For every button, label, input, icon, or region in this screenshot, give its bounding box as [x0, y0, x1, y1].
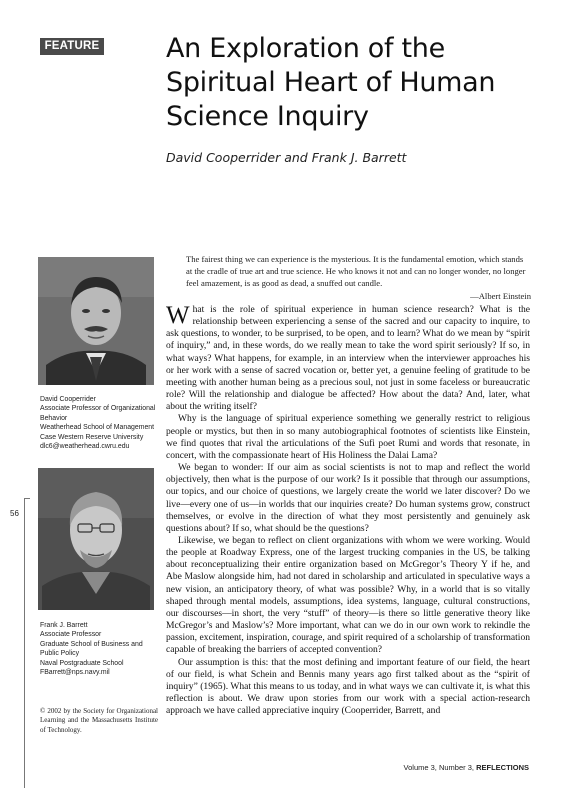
drop-cap: W: [166, 302, 190, 329]
article-body: [166, 304, 530, 717]
author-email[interactable]: FBarrett@nps.navy.mil: [40, 669, 110, 677]
paragraph-text: hat is the role of spiritual experience in human science research? What is the relationship between experiencing a sense of the sacred and our capacity to inquire, to ask questions, to wonder, to be surprised, to be open, and to learn? What do we mean by “spirit of inquiry,” and, in these words, do we really mean to take the word spirit seriously? If so, in what ways? What happens, for example, in an interview when the interviewer approaches his or her work with a sense of sacred vocation or, better yet, a genuine feeling of gratitude to be meeting with another human being as a precious soul, not just in some faceless or bureaucratic role? Will the relationship and dialogue be affected? How about the data? And, later, what about the writing itself?: [166, 304, 530, 413]
page-footer: [404, 763, 529, 772]
author-bio-cooperrider: [40, 395, 165, 451]
journal-name: REFLECTIONS: [476, 763, 529, 772]
body-paragraph: Our assumption is this: that the most defining and important feature of our field, the heart of our field, is what Schein and Bennis many years ago first talked about as the “spirit of inquiry” (1965). What this means to us today, and in what ways we can cultivate it, is what this reflection is about. We draw upon stories from our work with a special action-research approach we have called appreciative inquiry (Cooperrider, Barrett, and: [166, 656, 530, 717]
epigraph-quote: The fairest thing we can experience is the mysterious. It is the fundamental emotion, which stands at the cradle of true art and true science. He who knows it not and can no longer wonder, no longer feel amazement, is as good as dead, a snuffed out candle.: [186, 254, 526, 289]
feature-badge: FEATURE: [40, 38, 104, 55]
body-paragraph: [166, 304, 530, 413]
title-line: Spiritual Heart of Human: [166, 67, 496, 98]
bio-line: Weatherhead School of Management: [40, 424, 155, 432]
body-paragraph: Likewise, we began to reflect on client organizations with whom we were working. Would the people at Roadway Express, one of the largest trucking companies in the US, be talking about reconceptualizing their entire organization based on McGregor’s Theory Y if he, and Abe Maslow alongside him, had not dared in scholarship and articulated in speculative ways a new vision, an anticipatory theory, of what was possible? Why, in a world that is so vitally shaped through mental models, assumptions, idea systems, language, cultural constructions, our discourses—in short, the very “stuff” of theory—is there so little generative theory like McGregor’s and Maslow’s? More important, what can we do in our own work to rekindle the passion, excitement, inspiration, courage, and spirit required of a scholarship of transformation capable of breaking the barriers of accepted convention?: [166, 534, 530, 656]
author-photo-barrett: [38, 468, 154, 610]
article-authors: David Cooperrider and Frank J. Barrett: [166, 150, 407, 165]
author-photo-cooperrider: [38, 257, 154, 385]
bio-line: Frank J. Barrett: [40, 622, 88, 629]
page-margin-tick: [24, 498, 30, 499]
bio-line: Case Western Reserve University: [40, 433, 144, 441]
copyright-notice: © 2002 by the Society for Organizational Learning and the Massachusetts Institute of Technology.: [40, 707, 158, 734]
author-email[interactable]: dlc6@weatherhead.cwru.edu: [40, 443, 130, 451]
author-bio-barrett: [40, 621, 165, 677]
page-margin-rule: [24, 498, 25, 788]
bio-line: Behavior: [40, 414, 68, 422]
issue-info: Volume 3, Number 3,: [403, 763, 477, 772]
page-number: 56: [10, 509, 19, 518]
title-line: Science Inquiry: [166, 101, 369, 132]
portrait-image: [38, 468, 154, 610]
bio-line: Associate Professor of Organizational: [40, 405, 156, 413]
portrait-image: [38, 257, 154, 385]
body-paragraph: Why is the language of spiritual experience something we generally restrict to religious people or mystics, but then in so many autobiographical footnotes of scientists like Einstein, we find quotes that rival the articulations of the Sufi poet Rumi and words that resonate, in concert, with the compassionate heart of His Holiness the Dalai Lama?: [166, 413, 530, 461]
epigraph: [186, 253, 531, 302]
body-paragraph: We began to wonder: If our aim as social scientists is not to map and reflect the world objectively, then what is the purpose of our work? Is it possible that through our assumptions, our topics, and our choice of questions, we largely create the world we later discover? Do we live—every one of us—in worlds that our inquiries create? Do human systems grow, construct themselves, or evolve in the direction of what they most persistently and genuinely ask questions about? If so, what should be the questions?: [166, 462, 530, 534]
bio-line: Naval Postgraduate School: [40, 659, 124, 667]
title-line: An Exploration of the: [166, 33, 445, 64]
bio-line: Associate Professor: [40, 631, 102, 639]
article-title: [166, 32, 556, 134]
bio-line: Graduate School of Business and: [40, 640, 143, 648]
bio-line: Public Policy: [40, 650, 80, 658]
epigraph-attribution: —Albert Einstein: [470, 290, 531, 301]
bio-line: David Cooperrider: [40, 396, 96, 403]
